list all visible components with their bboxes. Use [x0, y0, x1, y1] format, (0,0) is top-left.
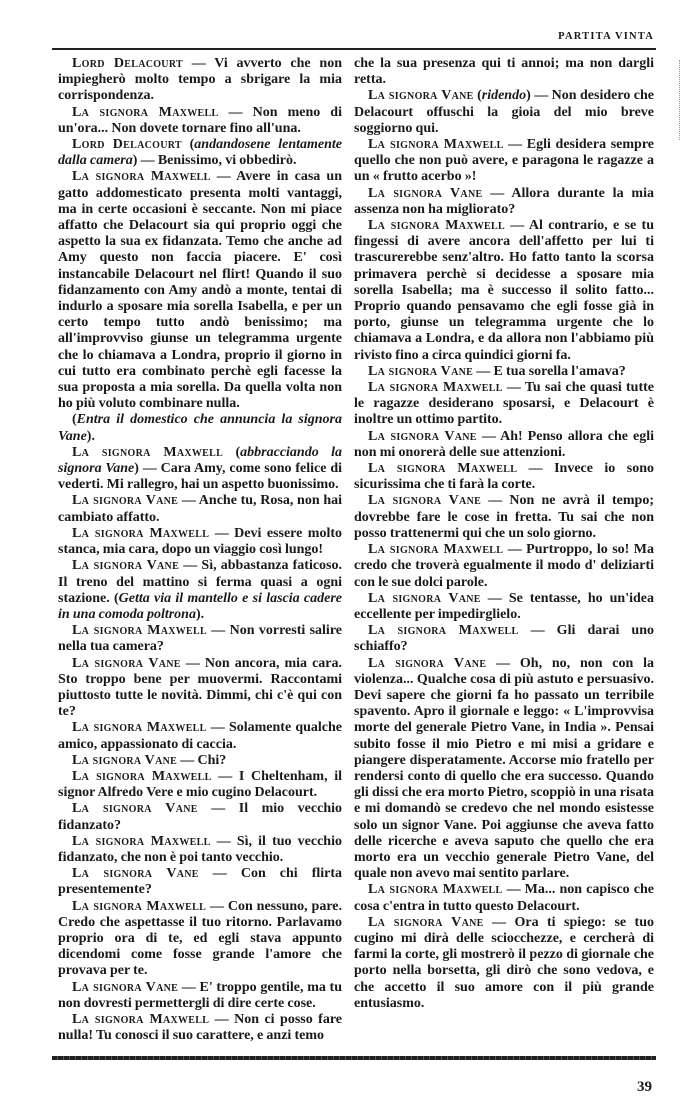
speaker-name: La signora Vane	[368, 88, 474, 104]
dialogue-line	[354, 623, 654, 655]
dialogue-text: — Non desidero che Delacourt offuschi la gioia del mio breve soggiorno qui.	[354, 88, 654, 136]
speaker-name: La signora Maxwell	[72, 898, 207, 914]
dialogue-text: — E tua sorella l'amava?	[473, 363, 626, 379]
speaker-name: La signora Maxwell	[72, 169, 211, 185]
dialogue-text: — Ma... non capisco che cosa c'entra in tutto questo Delacourt.	[354, 882, 654, 914]
speaker-name: La signora Maxwell	[72, 623, 207, 639]
dialogue-line	[354, 591, 654, 623]
dialogue-text: — Anche tu, Rosa, non hai cambiato affatto.	[58, 493, 343, 525]
stage-direction-text: Entra il domestico che annuncia la signora Vane	[58, 412, 342, 444]
speaker-name: La signora Vane	[72, 558, 180, 574]
stage-note: ridendo	[481, 88, 527, 104]
dialogue-text: — Avere in casa un gatto addomesticato presenta molti vantaggi, ma in certe occasioni è seccante. Non mi piace affatto che Delacourt sia qui proprio oggi che aspetto la sua ex fidanzata. Temo che anche ad Amy questo non faccia piacere. E' così instancabile Delacourt nel flirt! Quando il suo fidanzamento con Amy andò a monte, tentai di indurlo a sposare mia sorella Isabella, e per un certo tempo tutto andò benissimo; ma all'improvviso giunse un telegramma urgente che lo chiamava a Londra, proprio il giorno in cui tutto era combinato perchè egli facesse la sua proposta a mia sorella. Da quella volta non ho più voluto combinare nulla.	[58, 169, 342, 412]
speaker-name: La signora Vane	[368, 363, 474, 379]
dialogue-text: — Oh, no, non con la violenza... Qualche cosa di più astuto e persuasivo. Devi sapere che giorni fa ho passato un terribile spavento. Apro il giornale e leggo: « L'improvvisa morte del generale Pietro Vane, in India ». Pensai subito fosse il mio Pietro e mi misi a gridare e piangere disperatamente. Accorse mio fratello per rendersi conto di quello che era successo. Quando gli dissi che era morto Pietro, scoppiò in una risata e mi domandò se credevo che nel mondo esistesse solo un signor Vane. Poi aggiunse che aveva fatto delle ricerche e aveva saputo che quello che era morto era un vecchio generale Pietro Vane, del quale non avevo mai sentito parlare.	[354, 655, 654, 882]
speaker-name: La signora Maxwell	[72, 1011, 210, 1027]
dialogue-text: — Con chi flirta presentemente?	[58, 866, 343, 898]
speaker-name: La signora Maxwell	[72, 104, 219, 120]
dialogue-line	[58, 753, 342, 769]
speaker-name: Lord Delacourt	[72, 137, 182, 153]
dialogue-text: — Non ci posso fare nulla! Tu conosci il suo carattere, e anzi temo	[58, 1011, 342, 1044]
dialogue-line	[58, 980, 342, 1012]
left-column	[58, 56, 342, 1044]
dialogue-text: — Tu sai che quasi tutte le ragazze desiderano sposarsi, e Delacourt è inoltre un ottimo partito.	[354, 380, 654, 428]
speaker-name: La signora Vane	[368, 914, 484, 930]
page-footer	[52, 1078, 656, 1096]
dialogue-line	[354, 915, 654, 1012]
speaker-name: La signora Vane	[72, 655, 181, 671]
dialogue-text: — Ora ti spiego: se tuo cugino mi dirà delle sciocchezze, e cercherà di farmi la corte, gli mostrerò il pezzo di giornale che porto nella borsetta, gli dirò che sono vedova, e che accetto il suo amore con il più grande entusiasmo.	[354, 914, 655, 1011]
dialogue-line	[58, 656, 342, 721]
continued-paragraph	[354, 56, 654, 88]
dialogue-line: Lord Delacourt (andandosene lentamente dalla camera) — Benissimo, vi obbedirò.	[58, 137, 342, 169]
dialogue-text: — Il mio vecchio fidanzato?	[58, 801, 342, 833]
flex-spacer	[52, 1044, 656, 1050]
speaker-name: La signora Maxwell	[72, 525, 210, 541]
dialogue-line	[58, 899, 342, 980]
speaker-name: La signora Maxwell	[368, 137, 504, 153]
dialogue-text: — Devi essere molto stanca, mia cara, dopo un viaggio così lungo!	[58, 525, 343, 558]
speaker-name: La signora Maxwell	[368, 623, 519, 639]
right-column	[354, 56, 654, 1012]
speaker-name: La signora Vane	[368, 428, 477, 444]
dialogue-text: — Allora durante la mia assenza non ha migliorato?	[354, 185, 654, 217]
dialogue-line	[354, 882, 654, 914]
speaker-name: La signora Vane	[72, 752, 178, 768]
page-header	[52, 30, 656, 46]
dialogue-text: — Non ancora, mia cara. Sto troppo bene per muovermi. Raccontami piuttosto tutte le novità. Dimmi, chi c'è qui con te?	[58, 655, 342, 720]
stage-direction: (Entra il domestico che annuncia la signora Vane).	[58, 412, 342, 444]
dialogue-text: — Vi avverto che non impiegherò molto tempo a sbrigare la mia corrispondenza.	[58, 56, 342, 104]
dialogue-line	[354, 380, 654, 429]
speaker-name: La signora Maxwell	[368, 380, 503, 396]
dialogue-line	[58, 834, 342, 866]
dialogue-line	[58, 56, 342, 105]
dialogue-text: — Non meno di un'ora... Non dovete tornare fino all'una.	[58, 104, 342, 136]
dialogue-text: — Chi?	[177, 752, 227, 768]
dialogue-line	[58, 1012, 342, 1044]
dialogue-text: — Con nessuno, pare. Credo che aspettasse il tuo ritorno. Parlavamo proprio ora di te, ed egli stava appunto dicendomi come fosse grande l'amore che provava per te.	[58, 898, 342, 979]
dialogue-text: — Sì, il tuo vecchio fidanzato, che non è poi tanto vecchio.	[58, 833, 342, 865]
dialogue-line	[354, 186, 654, 218]
speaker-name: La signora Maxwell	[368, 542, 504, 558]
dialogue-text: — Non vorresti salire nella tua camera?	[58, 623, 342, 655]
dialogue-line	[58, 866, 342, 898]
stage-note: andandosene lentamente dalla camera	[58, 137, 342, 169]
dialogue-text: ).	[195, 606, 205, 622]
dialogue-line	[58, 526, 342, 558]
dialogue-text: — Purtroppo, lo so! Ma credo che troverà egualmente il modo d' deliziarti con le sue dolci parole.	[354, 542, 655, 590]
stage-note: abbracciando la signora Vane	[58, 444, 342, 477]
speaker-name: La signora Vane	[72, 493, 179, 509]
dialogue-line	[354, 218, 654, 364]
footer-decorative-rule	[52, 1056, 656, 1060]
dialogue-text: — Al contrario, e se tu fingessi di avere ancora dell'affetto per lui ti trascurerebbe senz'altro. Ho fatto tanto la scorsa primavera perchè si decidesse a sposare mia sorella Isabella; ma è successo il solito fatto... Proprio quando pensavamo che egli fosse già in porto, giunse un telegramma urgente che lo chiamava a Londra, e da allora non l'abbiamo più rivisto fino a circa quindici giorni fa.	[354, 218, 654, 363]
dialogue-line	[354, 137, 654, 186]
dialogue-line: La signora Maxwell (abbracciando la signora Vane) — Cara Amy, come sono felice di vederti. Mi rallegro, hai un aspetto buonissimo.	[58, 444, 342, 493]
dialogue-text: — I Cheltenham, il signor Alfredo Vere e mio cugino Delacourt.	[58, 768, 343, 801]
dialogue-text: — Benissimo, vi obbedirò.	[137, 153, 297, 169]
dialogue-line	[354, 542, 654, 591]
speaker-name: La signora Vane	[368, 185, 483, 201]
dialogue-line	[354, 493, 654, 542]
dialogue-text: — Se tentasse, ho un'idea eccellente per impedirglielo.	[354, 590, 654, 622]
speaker-name: La signora Maxwell	[368, 882, 503, 898]
speaker-name: La signora Vane	[368, 493, 482, 509]
speaker-name: Lord Delacourt	[72, 56, 183, 71]
speaker-name: La signora Vane	[368, 590, 481, 606]
dialogue-text: — Non ne avrà il tempo; dovrebbe fare le cose in fretta. Tu sai che non posso trattenermi qui che un solo giorno.	[354, 493, 654, 541]
dialogue-line	[58, 801, 342, 833]
dialogue-text: — Solamente qualche amico, appassionato di caccia.	[58, 720, 342, 752]
speaker-name: La signora Vane	[72, 979, 179, 995]
speaker-name: La signora Maxwell	[72, 833, 211, 849]
dialogue-text: — Gli darai uno schiaffo?	[354, 623, 655, 655]
dialogue-text: — Invece io sono sicurissima che ti farà la corte.	[354, 461, 654, 493]
dialogue-line	[58, 769, 342, 801]
dialogue-line	[58, 105, 342, 137]
dialogue-text: — E' troppo gentile, ma tu non dovresti permettergli di dire certe cose.	[58, 979, 342, 1011]
scan-margin-mark	[679, 60, 682, 140]
dialogue-text: — Egli desidera sempre quello che non può avere, e paragona le ragazze a un « frutto acerbo »!	[354, 137, 654, 185]
running-title: PARTITA VINTA	[558, 31, 654, 42]
text-columns	[52, 56, 656, 1044]
dialogue-text: che la sua presenza qui ti annoi; ma non dargli retta.	[354, 56, 654, 88]
dialogue-line	[58, 493, 342, 525]
dialogue-line: La signora Vane (ridendo) — Non desidero che Delacourt offuschi la gioia del mio breve soggiorno qui.	[354, 88, 654, 136]
dialogue-line	[58, 720, 342, 752]
dialogue-text: — Sì, abbastanza faticoso. Il treno del mattino si ferma quasi a ogni stazione. (	[58, 558, 342, 606]
speaker-name: La signora Vane	[72, 801, 198, 817]
dialogue-line	[58, 623, 342, 655]
dialogue-line	[58, 558, 342, 623]
dialogue-line	[58, 169, 342, 412]
speaker-name: La signora Vane	[72, 866, 199, 882]
page-number: 39	[637, 1079, 652, 1096]
dialogue-line	[354, 656, 654, 883]
speaker-name: La signora Maxwell	[368, 461, 518, 477]
speaker-name: La signora Maxwell	[368, 218, 505, 234]
speaker-name: La signora Maxwell	[72, 720, 207, 736]
dialogue-text: — Cara Amy, come sono felice di vederti. Mi rallegro, hai un aspetto buonissimo.	[58, 461, 342, 493]
stage-note: Getta via il mantello e si lascia cadere in una comoda poltrona	[58, 590, 342, 622]
header-rule	[52, 48, 656, 50]
speaker-name: La signora Vane	[368, 655, 487, 671]
dialogue-line	[354, 461, 654, 493]
speaker-name: La signora Maxwell	[72, 768, 212, 784]
dialogue-line	[354, 364, 654, 380]
dialogue-text: — Ah! Penso allora che egli non mi onorerà delle sue attenzioni.	[354, 428, 654, 460]
dialogue-line	[354, 429, 654, 461]
speaker-name: La signora Maxwell	[72, 444, 224, 460]
